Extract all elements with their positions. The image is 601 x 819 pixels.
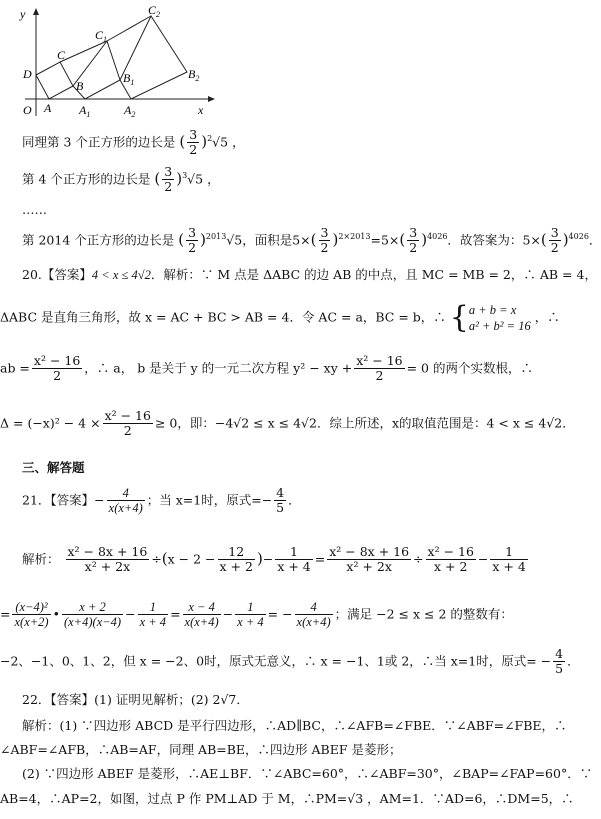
- q20-line-2: ΔABC 是直角三角形，故 x = AC + BC > AB = 4．令 AC = a，BC = b，∴ { a + b = x a² + b² = 16 ，∴: [0, 300, 560, 335]
- label-b2: $B_2$: [188, 67, 200, 83]
- frac-num: x² − 16: [427, 544, 474, 559]
- frac-num: x − 4: [183, 600, 221, 615]
- text-segment: ；当 x=1时，原式=−: [146, 492, 273, 508]
- q22-solution-line-2: ∠ABF=∠AFB，∴AB=AF，同理 AB=BE，∴四边形 ABEF 是菱形；: [0, 742, 402, 757]
- q22-solution-line-1: 解析：(1) ∵四边形 ABCD 是平行四边形，∴AD∥BC，∴∠AFB=∠FBE．∵∠ABF=∠FBE，∴: [22, 718, 567, 733]
- text-segment: ．解析：∵ M 点是 ΔABC 的边 AB 的中点，且 MC = MB = 2，∴ AB = 4，: [150, 267, 597, 282]
- text-segment: ，∴ a， b 是关于 y 的一元二次方程 y² − xy +: [84, 360, 353, 376]
- frac-num: (x−4)²: [12, 600, 50, 615]
- frac-den: x + 4: [277, 559, 311, 575]
- text-segment: ≥ 0，即：−4√2 ≤ x ≤ 4√2．综上所述，x的取值范围是：4 < x ≤ 4√2．: [154, 415, 575, 431]
- q20-answer-line: [22, 265, 597, 283]
- frac-den: x + 4: [237, 615, 264, 630]
- text-segment: ，∴: [534, 309, 560, 325]
- equation-1: a + b = x: [468, 303, 517, 317]
- frac-den: x + 4: [492, 559, 526, 575]
- frac-den: 5: [276, 500, 285, 516]
- answer-value: 4 < x ≤ 4√2: [91, 268, 151, 282]
- frac-den: x(x+4): [108, 501, 143, 516]
- frac-num: 1: [138, 600, 168, 615]
- question-number: 21．: [22, 492, 51, 508]
- frac-num: 1: [235, 600, 265, 615]
- text-segment: ，: [207, 171, 220, 187]
- frac-den: x(x+2): [14, 615, 49, 630]
- text-segment: ．: [288, 492, 301, 508]
- square-1: [36, 62, 73, 99]
- q21-solution-line-2: = $\frac{\text{(x−4)²}}{x(x+2)}$ • $\frac{x + 2}{(x+4)(x-4)}$ − $\frac{1}{x + 4}$ = $\frac{x - 4}{x(x+4)}$ − $\frac{1}{x + 4}$ = − $\frac{4}{x(x+4)}$ ；满足 −2 ≤ x ≤ 2 的整数有：: [0, 600, 513, 630]
- frac-den: x + 4: [139, 615, 167, 630]
- text-segment: 第 2014 个正方形的边长是: [22, 232, 175, 248]
- text-segment: ，: [232, 134, 245, 150]
- label-x: x: [198, 103, 204, 117]
- frac-den: (x+4)(x−4): [63, 615, 122, 630]
- frac-num: 1: [275, 545, 312, 560]
- text-segment: ，面积是: [242, 232, 293, 248]
- frac-num: 4: [295, 600, 333, 615]
- label-b: B: [76, 79, 84, 93]
- q20-line-4: Δ = (−x)² − 4 × $\frac{\text{x² − 16}}{2}$ ≥ 0，即：−4√2 ≤ x ≤ 4√2．综上所述，x的取值范围是：4 < x ≤ 4√2．: [0, 408, 575, 439]
- text-line-fourth-square: 第 4 个正方形的边长是 ( $\frac{3}{2}$ )$^3$√5 ，: [22, 164, 220, 195]
- segment-c-c1: [60, 41, 107, 62]
- frac-den: x + 2: [219, 559, 253, 575]
- label-c1: $C_1$: [95, 28, 108, 44]
- x-axis-arrow-icon: [208, 96, 215, 102]
- equation-system: [469, 302, 531, 334]
- q21-solution-line-3: [0, 647, 580, 677]
- frac-den: x² + 2x: [84, 559, 131, 575]
- question-number: 20.: [22, 267, 42, 282]
- label-a: A: [44, 101, 52, 115]
- q21-solution-line-1: 解析： $\frac{\text{x² − 8x + 16}}{\text{x² + 2x}}$ ÷(x − 2 − $\frac{12}{x + 2}$ )− $\frac{1}{x + 4}$ = $\frac{\text{x² − 8x + 16}}{\text{x² + 2x}}$ ÷ $\frac{\text{x² − 16}}{x + 2}$ − $\frac{1}{x + 4}$: [22, 544, 526, 575]
- frac-num: 4: [276, 485, 285, 500]
- frac-den: x(x+4): [296, 615, 331, 630]
- q22-solution-line-3: (2) ∵四边形 ABEF 是菱形，∴AE⊥BF．∵∠ABC=60°，∴∠ABF=30°，∠BAP=∠FAP=60°．∵: [22, 766, 593, 781]
- text-segment: Δ = (−x)² − 4 ×: [0, 415, 101, 431]
- y-axis-arrow-icon: [33, 8, 39, 15]
- ellipsis-line: ……: [22, 202, 47, 217]
- text-segment: ．: [567, 653, 580, 669]
- text-segment: −2、−1、0、1、2，但 x = −2、0时，原式无意义，∴ x = −1、1或 2，∴当 x=1时，原式= −: [0, 653, 552, 669]
- text-segment: ΔABC 是直角三角形，故 x = AC + BC > AB = 4．令 AC = a，BC = b，∴: [0, 309, 446, 325]
- label-d: D: [23, 67, 32, 81]
- q21-answer-line: 21．【答案】− $\frac{4}{x(x+4)}$ ；当 x=1时，原式=− $\frac{4}{5}$ ．: [22, 485, 301, 516]
- text-segment: 解析：: [22, 551, 60, 567]
- answer-tag: 【答案】: [41, 267, 92, 282]
- text-segment: ．: [588, 232, 601, 248]
- text-segment: 第 4 个正方形的边长是: [22, 171, 151, 187]
- label-origin: O: [23, 103, 32, 117]
- text-segment: 同理第 3 个正方形的边长是: [22, 134, 176, 150]
- text-segment: ；满足 −2 ≤ x ≤ 2 的整数有：: [334, 606, 513, 622]
- label-a2: $A_2$: [124, 103, 136, 119]
- label-b1: $B_1$: [123, 71, 135, 87]
- frac-num: 1: [490, 545, 527, 560]
- text-segment: ab =: [0, 360, 30, 376]
- text-line-third-square: 同理第 3 个正方形的边长是 ( $\frac{3}{2}$ )$^2$√5 ，: [22, 127, 245, 158]
- frac-den: x² + 2x: [346, 559, 392, 575]
- q22-solution-line-4: AB=4，∴AP=2，如图，过点 P 作 PM⊥AD 于 M，∴PM=√3 ，AM=1．∵AD=6，∴DM=5，∴: [0, 791, 574, 806]
- text-segment: ．故答案为：: [447, 232, 523, 248]
- frac-den: x(x+4): [184, 615, 219, 630]
- frac-den: 5: [555, 661, 564, 677]
- frac-num: 12: [218, 545, 255, 560]
- q20-line-3: ab = $\frac{\text{x² − 16}}{2}$ ，∴ a， b 是关于 y 的一元二次方程 y² − xy + $\frac{\text{x² − 16}}{2}$ = 0 的两个实数根，∴: [0, 353, 533, 384]
- frac-num: 4: [107, 486, 145, 501]
- frac-num: x² − 8x + 16: [67, 544, 148, 559]
- label-a1: $A_1$: [79, 103, 91, 119]
- answer-tag: 【答案】: [50, 492, 95, 508]
- label-c2: $C_2$: [148, 3, 161, 19]
- equation-2: a² + b² = 16: [468, 319, 531, 333]
- text-segment: = 0 的两个实数根，∴: [406, 360, 533, 376]
- frac-den: x + 2: [434, 559, 468, 575]
- geometry-figure: [15, 4, 235, 124]
- frac-num: 4: [555, 646, 564, 661]
- label-c: C: [57, 48, 66, 62]
- section-heading: 三、解答题: [22, 460, 85, 475]
- frac-num: x² − 8x + 16: [329, 544, 410, 559]
- text-line-2014th-square: 第 2014 个正方形的边长是 ( $\frac{3}{2}$ )$^{2013}$√5，面积是5×( $\frac{3}{2}$ )$^{2\times 2013}$=5×( $\frac{3}{2}$ )$^{4026}$．故答案为：5×( $\frac{3}{2}$ )$^{4026}$．: [22, 225, 601, 256]
- frac-num: x + 2: [62, 600, 123, 615]
- label-y: y: [20, 7, 26, 21]
- q22-answer-line: 22．【答案】(1) 证明见解析；(2) 2√7．: [22, 692, 249, 707]
